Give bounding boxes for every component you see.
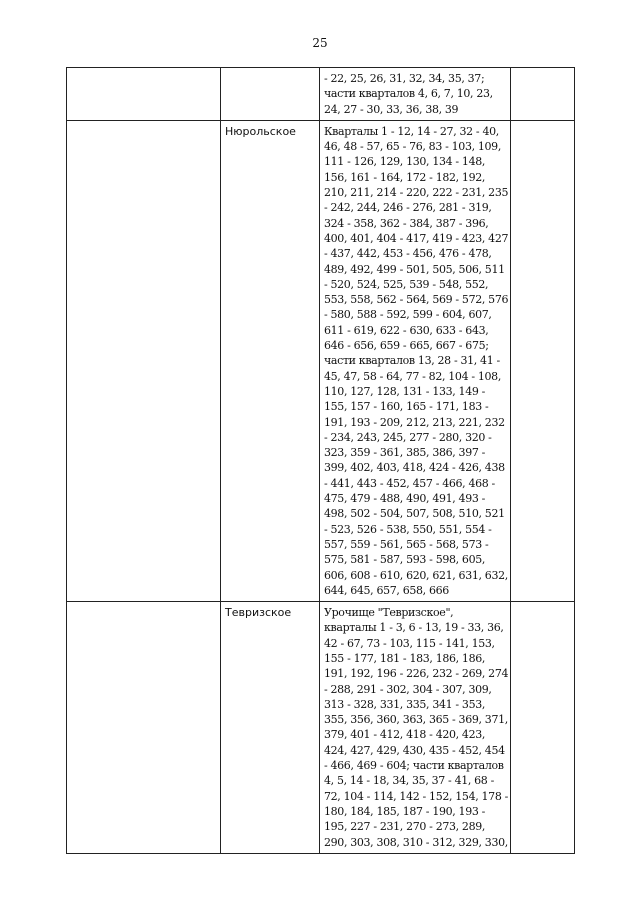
quarters-line: Кварталы 1 - 12, 14 - 27, 32 - 40, (324, 124, 499, 138)
quarters-line: - 523, 526 - 538, 550, 551, 554 - (324, 522, 492, 536)
quarters-line: 155 - 177, 181 - 183, 186, 186, (324, 651, 486, 665)
quarters-line: 45, 47, 58 - 64, 77 - 82, 104 - 108, (324, 369, 501, 383)
quarters-line: 46, 48 - 57, 65 - 76, 83 - 103, 109, (324, 140, 501, 154)
quarters-line: - 441, 443 - 452, 457 - 466, 468 - (324, 476, 495, 490)
quarters-line: - 466, 469 - 604; части кварталов (324, 759, 504, 773)
quarters-line: - 580, 588 - 592, 599 - 604, 607, (324, 308, 492, 322)
quarters-line: 575, 581 - 587, 593 - 598, 605, (324, 553, 486, 567)
table-cell-quarters (320, 68, 511, 121)
quarters-line: 400, 401, 404 - 417, 419 - 423, 427 (324, 231, 509, 245)
quarters-line: кварталы 1 - 3, 6 - 13, 19 - 33, 36, (324, 621, 504, 635)
table-cell-quarters (320, 120, 511, 601)
quarters-line: 606, 608 - 610, 620, 621, 631, 632, (324, 568, 508, 582)
quarters-line: 323, 359 - 361, 385, 386, 397 - (324, 446, 486, 460)
quarters-line: 210, 211, 214 - 220, 222 - 231, 235 (324, 186, 509, 200)
quarters-line: - 22, 25, 26, 31, 32, 34, 35, 37; (324, 72, 485, 85)
table-cell-district: Тевризское (221, 602, 320, 854)
table-cell-forestry (67, 120, 221, 601)
quarters-line: - 234, 243, 245, 277 - 280, 320 - (324, 430, 492, 444)
quarters-line: 42 - 67, 73 - 103, 115 - 141, 153, (324, 636, 495, 650)
quarters-line: 498, 502 - 504, 507, 508, 510, 521 (324, 507, 505, 521)
quarters-line: 424, 427, 429, 430, 435 - 452, 454 (324, 743, 505, 757)
quarters-line: 313 - 328, 331, 335, 341 - 353, (324, 697, 486, 711)
quarters-line: 290, 303, 308, 310 - 312, 329, 330, (324, 835, 508, 849)
quarters-line: части кварталов 13, 28 - 31, 41 - (324, 354, 500, 368)
quarters-line: 355, 356, 360, 363, 365 - 369, 371, (324, 713, 508, 727)
table-row (67, 68, 575, 121)
table-cell-quarters (320, 602, 511, 854)
quarters-line: Урочище "Тевризское", (324, 606, 454, 620)
quarters-line: 111 - 126, 129, 130, 134 - 148, (324, 155, 486, 169)
forest-quarters-table (66, 67, 575, 854)
table-cell-notes (511, 68, 575, 121)
quarters-line: 24, 27 - 30, 33, 36, 38, 39 (324, 102, 459, 116)
quarters-line: 191, 192, 196 - 226, 232 - 269, 274 (324, 667, 509, 681)
quarters-line: 553, 558, 562 - 564, 569 - 572, 576 (324, 293, 509, 307)
quarters-line: - 520, 524, 525, 539 - 548, 552, (324, 277, 489, 291)
quarters-line: 644, 645, 657, 658, 666 (324, 583, 449, 597)
quarters-line: - 288, 291 - 302, 304 - 307, 309, (324, 682, 492, 696)
table-row (67, 602, 575, 854)
table-row (67, 120, 575, 601)
quarters-line: 180, 184, 185, 187 - 190, 193 - (324, 804, 486, 818)
quarters-line: 156, 161 - 164, 172 - 182, 192, (324, 170, 486, 184)
table-cell-notes (511, 602, 575, 854)
quarters-line: 195, 227 - 231, 270 - 273, 289, (324, 820, 486, 834)
quarters-line: 646 - 656, 659 - 665, 667 - 675; (324, 339, 489, 353)
quarters-line: 324 - 358, 362 - 384, 387 - 396, (324, 216, 489, 230)
quarters-line: 557, 559 - 561, 565 - 568, 573 - (324, 537, 489, 551)
table-body (67, 68, 575, 854)
table-cell-notes (511, 120, 575, 601)
quarters-line: 155, 157 - 160, 165 - 171, 183 - (324, 400, 489, 414)
quarters-line: - 437, 442, 453 - 456, 476 - 478, (324, 247, 492, 261)
quarters-line: 379, 401 - 412, 418 - 420, 423, (324, 728, 486, 742)
quarters-line: части кварталов 4, 6, 7, 10, 23, (324, 87, 493, 101)
quarters-line: 4, 5, 14 - 18, 34, 35, 37 - 41, 68 - (324, 774, 494, 788)
table-cell-forestry (67, 68, 221, 121)
quarters-line: 191, 193 - 209, 212, 213, 221, 232 (324, 415, 505, 429)
quarters-line: 399, 402, 403, 418, 424 - 426, 438 (324, 461, 505, 475)
quarters-line: 110, 127, 128, 131 - 133, 149 - (324, 384, 486, 398)
table-cell-forestry (67, 602, 221, 854)
quarters-line: 72, 104 - 114, 142 - 152, 154, 178 - (324, 789, 508, 803)
table-cell-district: Нюрольское (221, 120, 320, 601)
quarters-line: - 242, 244, 246 - 276, 281 - 319, (324, 201, 492, 215)
table-cell-district (221, 68, 320, 121)
quarters-line: 475, 479 - 488, 490, 491, 493 - (324, 492, 486, 506)
page-number: 25 (312, 36, 328, 50)
quarters-line: 611 - 619, 622 - 630, 633 - 643, (324, 323, 489, 337)
quarters-line: 489, 492, 499 - 501, 505, 506, 511 (324, 262, 505, 276)
